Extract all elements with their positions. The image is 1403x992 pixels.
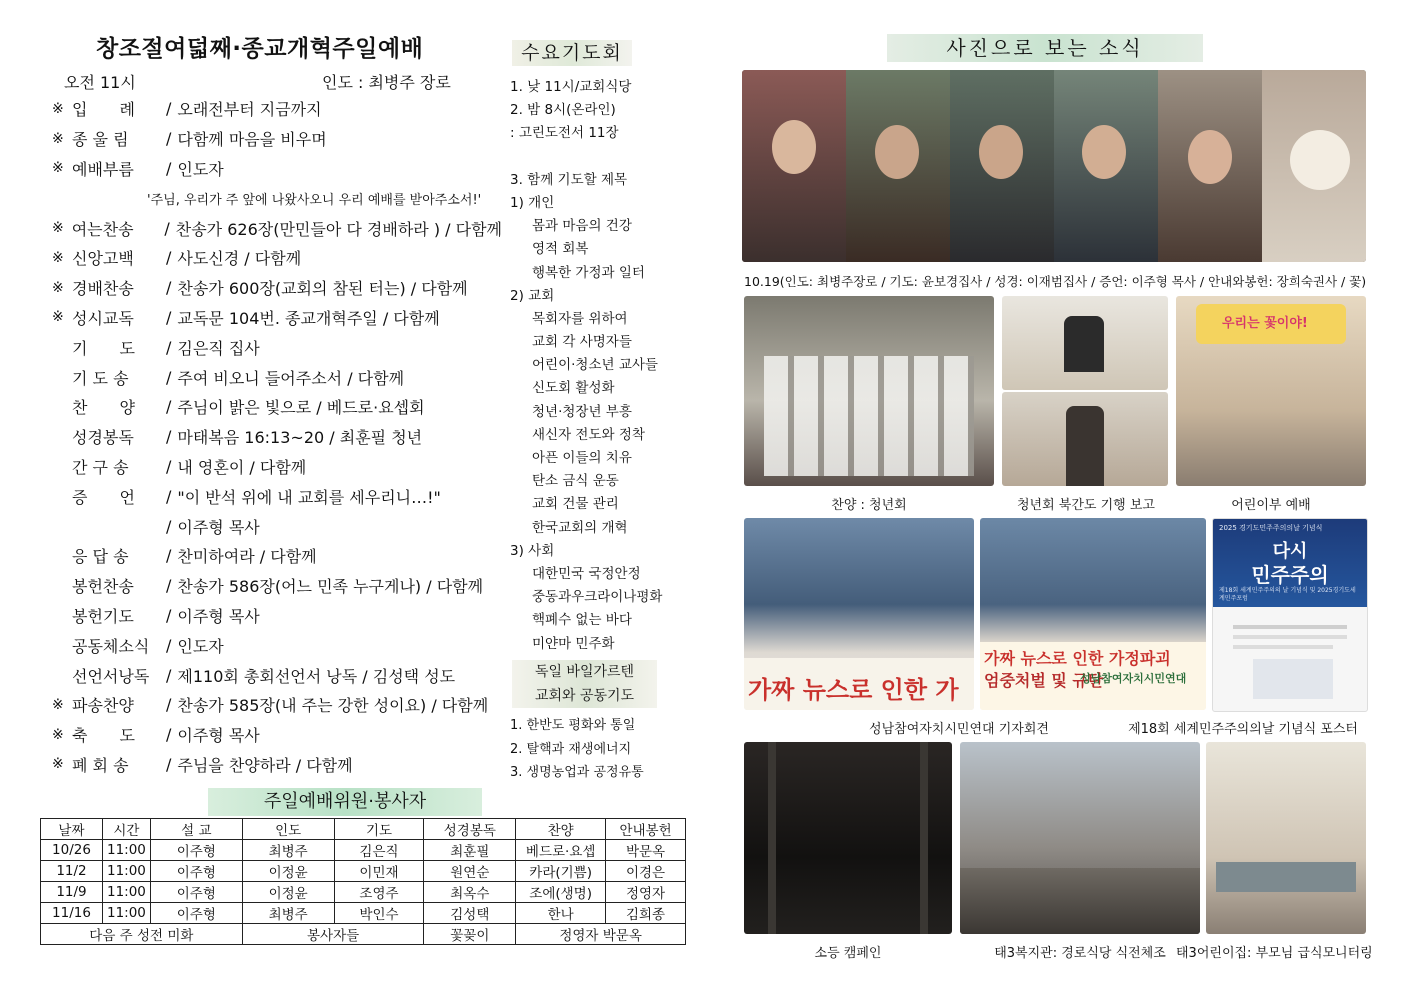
- separator: /: [166, 576, 172, 596]
- order-item: [52, 362, 502, 392]
- column-header: 설 교: [150, 819, 242, 840]
- poster-main-text-1: 다시: [1272, 541, 1308, 562]
- order-item-detail: 인도자: [177, 159, 224, 179]
- order-item-detail: 이주형 목사: [177, 517, 260, 537]
- order-item-detail: 인도자: [177, 636, 224, 656]
- wednesday-prayer-item: 영적 회복: [532, 241, 589, 258]
- wednesday-prayer-item: 아픈 이들의 치유: [532, 450, 632, 466]
- wednesday-prayer-item: 중동과우크라이나평화: [532, 589, 663, 606]
- separator: /: [166, 427, 172, 447]
- footer-cell: 정영자 박문옥: [516, 924, 686, 945]
- order-item-detail: 사도신경 / 다함께: [177, 249, 302, 269]
- order-item-name: 폐 회 송: [72, 755, 129, 775]
- table-cell: 11:00: [102, 840, 150, 861]
- separator: /: [166, 129, 172, 149]
- order-item-name: 기 도: [72, 338, 135, 358]
- separator: /: [166, 725, 172, 745]
- wednesday-prayer-item: 새신자 전도와 정착: [532, 426, 645, 443]
- order-item-detail: 찬송가 586장(어느 민족 누구게나) / 다함께: [177, 577, 484, 597]
- required-standing-mark: ※: [52, 130, 64, 147]
- service-table: [40, 818, 686, 945]
- table-cell: 11/9: [41, 882, 103, 903]
- worship-title: 창조절여덟째·종교개혁주일예배: [96, 36, 424, 62]
- order-item: [52, 511, 502, 541]
- table-cell: 11/16: [41, 903, 103, 924]
- ecumenical-prayer-list: [510, 714, 644, 785]
- caption-lights-off: 소등 캠페인: [814, 946, 882, 961]
- order-item-name: 입 례: [72, 100, 135, 120]
- worship-time: 오전 11시: [64, 73, 136, 92]
- wednesday-prayer-heading: 수요기도회: [512, 40, 632, 66]
- separator: /: [166, 337, 172, 357]
- caption-senior-center: 태3복지관: 경로식당 식전체조: [994, 946, 1166, 961]
- order-item-name: 봉헌찬송: [72, 577, 134, 597]
- senior-center-exercise-photo: [960, 742, 1200, 934]
- order-item-name: 증 언: [72, 487, 135, 507]
- wednesday-prayer-item: 어린이·청소년 교사들: [532, 357, 658, 374]
- separator: /: [164, 218, 170, 238]
- order-item-detail: 마태복음 16:13~20 / 최훈필 청년: [177, 428, 423, 448]
- required-standing-mark: ※: [52, 160, 64, 177]
- table-cell: 원연순: [424, 861, 516, 882]
- separator: /: [166, 278, 172, 298]
- table-header-row: [41, 819, 686, 840]
- separator: /: [166, 367, 172, 387]
- wednesday-prayer-item: 탄소 금식 운동: [532, 473, 619, 490]
- wednesday-prayer-item: 핵폐수 없는 바다: [532, 612, 632, 629]
- order-item: [52, 392, 502, 422]
- order-item: [52, 303, 502, 333]
- daycare-monitoring-photo: [1206, 742, 1366, 934]
- separator: /: [166, 158, 172, 178]
- separator: /: [166, 397, 172, 417]
- call-to-worship-prayer: '주님, 우리가 주 앞에 나왔사오니 우리 예배를 받아주소서!': [147, 193, 482, 208]
- order-item-name: 공동체소식: [72, 636, 150, 656]
- order-item-name: 응 답 송: [72, 547, 129, 567]
- order-item-name: 종 울 림: [72, 130, 129, 150]
- wednesday-prayer-list: [510, 76, 662, 656]
- order-item: [52, 750, 502, 780]
- table-cell: 박문옥: [606, 840, 686, 861]
- required-standing-mark: ※: [52, 696, 64, 713]
- wednesday-prayer-item: 대한민국 국정안정: [532, 565, 641, 582]
- youth-report-photo-2: [1002, 392, 1168, 486]
- caption-press-conference: 성남참여자치시민연대 기자회견: [869, 722, 1049, 737]
- press-banner-text-2: 가짜 뉴스로 인한 가정파괴: [984, 649, 1171, 668]
- wednesday-prayer-item: [510, 146, 662, 169]
- table-cell: 베드로·요셉: [516, 840, 606, 861]
- order-item: [52, 452, 502, 482]
- order-item-name: 봉헌기도: [72, 606, 134, 626]
- table-cell: 김성택: [424, 903, 516, 924]
- order-item-detail: 찬송가 626장(만민들아 다 경배하라 ) / 다함께: [175, 219, 502, 239]
- separator: /: [166, 516, 172, 536]
- table-cell: 김희종: [606, 903, 686, 924]
- table-cell: 카라(기쁨): [516, 861, 606, 882]
- ecumenical-item: 1. 한반도 평화와 통일: [510, 718, 636, 733]
- order-item-name: 간 구 송: [72, 457, 129, 477]
- order-item-name: 기 도 송: [72, 368, 129, 388]
- order-item: [52, 571, 502, 601]
- table-cell: 최훈필: [424, 840, 516, 861]
- wednesday-prayer-item: 청년·청장년 부흥: [532, 403, 632, 420]
- order-item-detail: 찬송가 600장(교회의 참된 터는) / 다함께: [177, 279, 468, 299]
- order-item-detail: 김은직 집사: [177, 338, 260, 358]
- poster-sub-text: 제18회 세계민주주의의 날 기념식 및 2025경기도세계민주포럼: [1219, 587, 1356, 602]
- order-item: [52, 422, 502, 452]
- caption-youth-report: 청년회 북간도 기행 보고: [1017, 498, 1155, 513]
- table-cell: 조에(생명): [516, 882, 606, 903]
- order-item: [52, 243, 502, 273]
- wednesday-prayer-item: 1. 낮 11시/교회식당: [510, 79, 632, 95]
- wednesday-prayer-item: 행복한 가정과 일터: [532, 264, 645, 281]
- order-item: [52, 630, 502, 660]
- separator: /: [166, 307, 172, 327]
- wednesday-prayer-item: : 고린도전서 11장: [510, 125, 619, 142]
- table-cell: 10/26: [41, 840, 103, 861]
- order-item-detail: 내 영혼이 / 다함께: [177, 457, 307, 477]
- table-row: [41, 903, 686, 924]
- wednesday-prayer-item: 2) 교회: [510, 287, 555, 304]
- separator: /: [166, 546, 172, 566]
- order-item-name: 찬 양: [72, 398, 135, 418]
- service-table-heading: 주일예배위원·봉사자: [208, 788, 482, 816]
- order-item: [52, 720, 502, 750]
- poster-main-text-2: 민주주의: [1251, 563, 1329, 587]
- worship-presider: 인도 : 최병주 장로: [322, 73, 451, 92]
- wednesday-prayer-item: 몸과 마음의 건강: [532, 218, 632, 235]
- order-item-name: 경배찬송: [72, 279, 134, 299]
- order-item: [52, 332, 502, 362]
- press-banner-text-3: 엄중처벌 및 규탄: [984, 671, 1104, 690]
- order-item-name: 여는찬송: [71, 219, 134, 239]
- required-standing-mark: ※: [52, 756, 64, 773]
- order-item-name: 축 도: [72, 726, 135, 746]
- order-item: [52, 124, 502, 154]
- order-item-detail: 교독문 104번. 종교개혁주일 / 다함께: [177, 308, 440, 328]
- order-item: [52, 660, 502, 690]
- lights-off-campaign-photo: [744, 742, 952, 934]
- table-cell: 김은직: [334, 840, 424, 861]
- table-cell: 조영주: [334, 882, 424, 903]
- table-cell: 11:00: [102, 861, 150, 882]
- order-item-detail: 주님이 밝은 빛으로 / 베드로·요셉회: [177, 398, 425, 418]
- wednesday-prayer-item: 한국교회의 개혁: [532, 519, 628, 536]
- table-footer-row: [41, 924, 686, 945]
- wednesday-prayer-item: 2. 밤 8시(온라인): [510, 102, 616, 119]
- table-cell: 한나: [516, 903, 606, 924]
- order-item-detail: 주님을 찬양하라 / 다함께: [177, 755, 353, 775]
- order-item: [52, 481, 502, 511]
- column-header: 성경봉독: [424, 819, 516, 840]
- table-row: [41, 882, 686, 903]
- table-row: [41, 840, 686, 861]
- separator: /: [166, 486, 172, 506]
- order-item-detail: 주여 비오니 들어주소서 / 다함께: [177, 368, 405, 388]
- order-item-detail: 이주형 목사: [177, 606, 260, 626]
- order-item-detail: 찬송가 585장(내 주는 강한 성이요) / 다함께: [177, 696, 489, 716]
- ecumenical-item: 3. 생명농업과 공정유통: [510, 765, 644, 780]
- table-cell: 11/2: [41, 861, 103, 882]
- footer-cell: 봉사자들: [242, 924, 424, 945]
- wednesday-prayer-item: 미얀마 민주화: [532, 635, 615, 652]
- order-item-detail: 이주형 목사: [177, 726, 260, 746]
- order-item-detail: "이 반석 위에 내 교회를 세우리니…!": [177, 487, 441, 507]
- worship-leaders-photo: [742, 70, 1366, 262]
- order-item-detail: 오래전부터 지금까지: [177, 100, 322, 120]
- caption-choir: 찬양 : 청년회: [831, 498, 907, 513]
- wednesday-prayer-item: 3) 사회: [510, 542, 555, 559]
- required-standing-mark: ※: [52, 100, 64, 117]
- order-item: [52, 94, 502, 124]
- ecumenical-heading: [512, 660, 657, 708]
- separator: /: [166, 695, 172, 715]
- column-header: 시간: [102, 819, 150, 840]
- wednesday-prayer-item: 교회 건물 관리: [532, 496, 619, 513]
- required-standing-mark: ※: [52, 249, 64, 266]
- table-cell: 최병주: [242, 903, 334, 924]
- required-standing-mark: ※: [52, 309, 64, 326]
- wednesday-prayer-item: 3. 함께 기도할 제목: [510, 171, 628, 188]
- order-item-name: 성경봉독: [72, 428, 134, 448]
- ecumenical-heading-line2: 교회와 공동기도: [534, 688, 635, 704]
- order-item-detail: 다함께 마음을 비우며: [177, 130, 327, 150]
- table-cell: 최병주: [242, 840, 334, 861]
- caption-worship-leaders: 10.19(인도: 최병주장로 / 기도: 윤보경집사 / 성경: 이재범집사 / 증언: 이주형 목사 / 안내와봉헌: 장희숙권사 / 꽃): [744, 274, 1367, 289]
- column-header: 찬양: [516, 819, 606, 840]
- table-cell: 이주형: [150, 840, 242, 861]
- caption-daycare: 태3어린이집: 부모님 급식모니터링: [1176, 946, 1373, 961]
- ecumenical-item: 2. 탈핵과 재생에너지: [510, 741, 632, 757]
- required-standing-mark: ※: [52, 279, 64, 296]
- press-conference-photo-2: [980, 518, 1206, 710]
- column-header: 안내봉헌: [606, 819, 686, 840]
- separator: /: [166, 248, 172, 268]
- separator: /: [166, 605, 172, 625]
- order-item-detail: 찬미하여라 / 다함께: [177, 547, 317, 567]
- footer-cell: 꽃꽂이: [424, 924, 516, 945]
- order-item: [52, 273, 502, 303]
- separator: /: [166, 754, 172, 774]
- separator: /: [166, 665, 172, 685]
- order-item: [52, 541, 502, 571]
- table-cell: 11:00: [102, 903, 150, 924]
- table-cell: 정영자: [606, 882, 686, 903]
- separator: /: [166, 99, 172, 119]
- wednesday-prayer-item: 교회 각 사명자들: [532, 334, 632, 351]
- youth-report-photo: [1002, 296, 1168, 390]
- order-item-name: 선언서낭독: [72, 666, 150, 686]
- order-item-name: 성시교독: [72, 308, 134, 328]
- table-cell: 이정윤: [242, 882, 334, 903]
- press-banner-text-4: 성남참여자치시민연대: [1080, 672, 1187, 685]
- order-item-name: 예배부름: [72, 159, 134, 179]
- required-standing-mark: ※: [52, 220, 64, 237]
- poster-top-text: 2025 경기도민주주의의날 기념식: [1219, 524, 1323, 532]
- column-header: 날짜: [41, 819, 103, 840]
- press-banner-text: 가짜 뉴스로 인한 가: [748, 676, 959, 704]
- column-header: 인도: [242, 819, 334, 840]
- caption-kids: 어린이부 예배: [1231, 498, 1311, 513]
- wednesday-prayer-item: 목회자를 위하여: [532, 310, 628, 327]
- childrens-worship-photo: [1176, 296, 1366, 486]
- news-heading: 사진으로 보는 소식: [887, 34, 1203, 62]
- separator: /: [166, 456, 172, 476]
- table-cell: 이주형: [150, 903, 242, 924]
- democracy-day-poster: [1212, 518, 1368, 712]
- press-conference-photo-1: [744, 518, 974, 710]
- order-item: [52, 690, 502, 720]
- youth-choir-photo: [744, 296, 994, 486]
- caption-poster: 제18회 세계민주주의의날 기념식 포스터: [1128, 722, 1358, 737]
- table-cell: 이정윤: [242, 861, 334, 882]
- required-standing-mark: ※: [52, 726, 64, 743]
- table-cell: 박인수: [334, 903, 424, 924]
- table-cell: 최옥수: [424, 882, 516, 903]
- wednesday-prayer-item: 신도회 활성화: [532, 380, 615, 397]
- wednesday-prayer-item: 1) 개인: [510, 194, 555, 211]
- order-item-name: 파송찬양: [72, 696, 134, 716]
- kids-sign-text: 우리는 꽃이야!: [1222, 316, 1308, 331]
- table-cell: 이주형: [150, 861, 242, 882]
- order-item: [52, 601, 502, 631]
- order-item-name: 신앙고백: [72, 249, 134, 269]
- table-cell: 이주형: [150, 882, 242, 903]
- table-cell: 이민재: [334, 861, 424, 882]
- ecumenical-heading-line1: 독일 바일가르텐: [534, 664, 635, 680]
- footer-cell: 다음 주 성전 미화: [41, 924, 243, 945]
- table-row: [41, 861, 686, 882]
- table-cell: 11:00: [102, 882, 150, 903]
- order-item: [52, 213, 502, 243]
- order-item: [52, 154, 502, 184]
- column-header: 기도: [334, 819, 424, 840]
- table-cell: 이경은: [606, 861, 686, 882]
- order-item-detail: 제110회 총회선언서 낭독 / 김성택 성도: [177, 666, 456, 686]
- separator: /: [166, 635, 172, 655]
